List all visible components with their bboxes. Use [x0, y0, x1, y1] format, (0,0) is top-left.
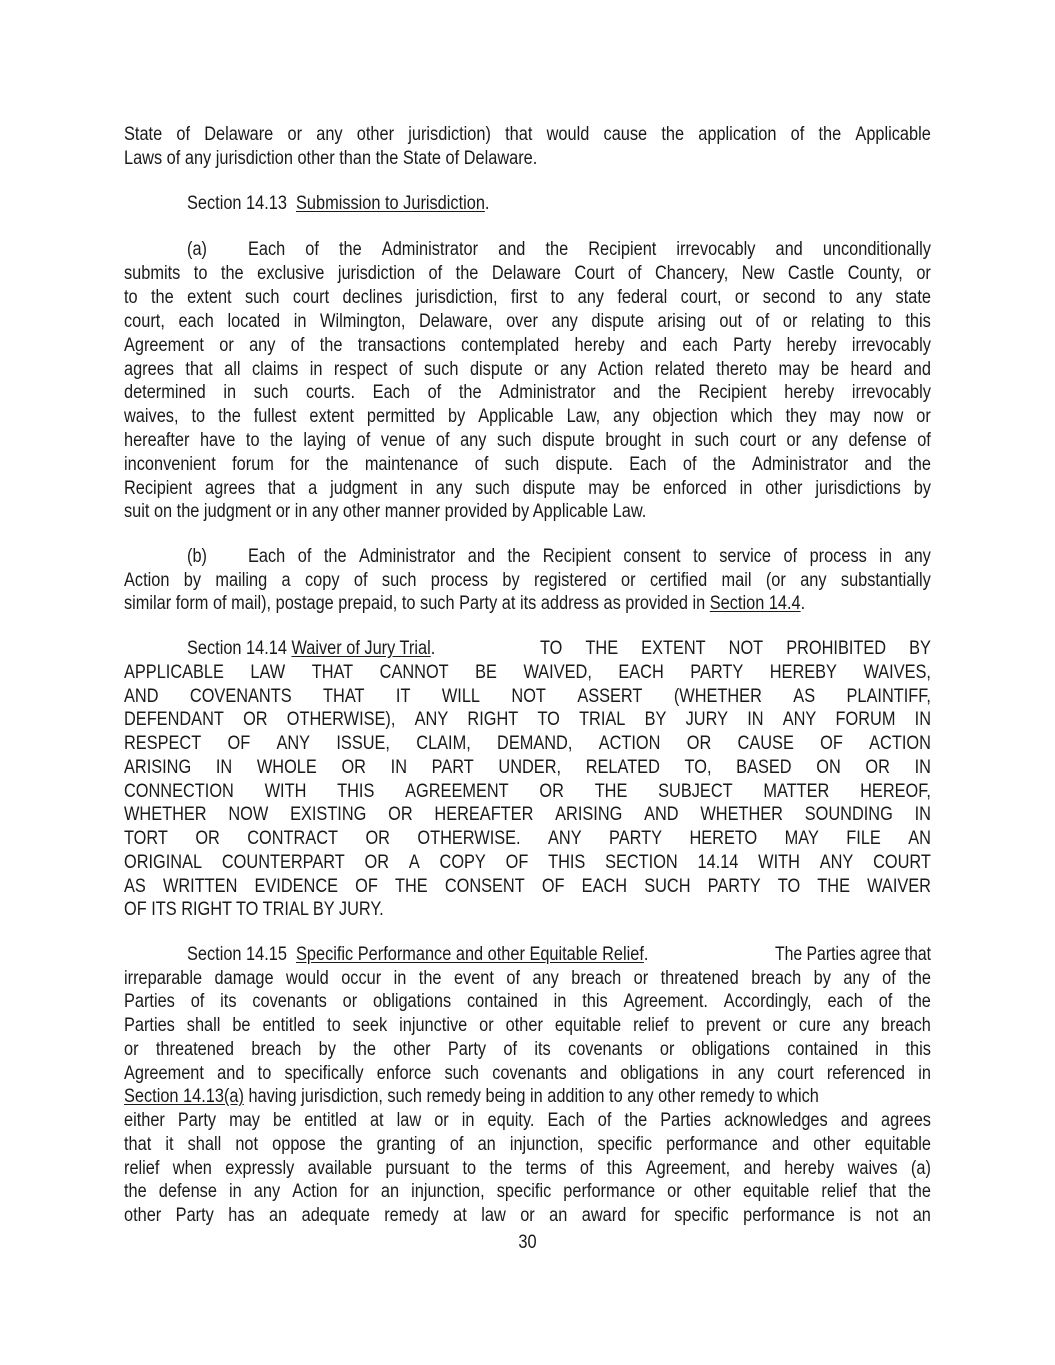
section-14-14-heading: Section 14.14 Waiver of Jury Trial.	[187, 638, 436, 659]
section-14-14-line: ORIGINAL COUNTERPART OR A COPY OF THIS SECTION 14.14 WITH ANY COURT	[124, 852, 931, 873]
section-14-15-line: the defense in any Action for an injunction, specific performance or other equitable relief that the	[124, 1181, 931, 1202]
section-title: Submission to Jurisdiction	[296, 193, 485, 214]
section-14-4-link[interactable]: Section 14.4	[709, 593, 801, 614]
section-14-15-heading: Section 14.15 Specific Performance and other Equitable Relief.	[187, 944, 649, 965]
para-b-line: similar form of mail), postage prepaid, to such Party at its address as provided in Section 14.4.	[124, 593, 806, 614]
section-number: Section 14.13	[187, 193, 287, 214]
section-14-14-line: APPLICABLE LAW THAT CANNOT BE WAIVED, EACH PARTY HEREBY WAIVES,	[124, 662, 931, 683]
para-b-line: Each of the Administrator and the Recipient consent to service of process in any	[248, 546, 931, 567]
section-14-14-line: OF ITS RIGHT TO TRIAL BY JURY.	[124, 899, 384, 920]
para-a-line: hereafter have to the laying of venue of any such dispute brought in such court or any defense of	[124, 430, 931, 451]
intro-line: Laws of any jurisdiction other than the State of Delaware.	[124, 148, 538, 169]
section-number: Section 14.15	[187, 944, 287, 965]
para-a-line: waives, to the fullest extent permitted by Applicable Law, any objection which they may now or	[124, 406, 931, 427]
section-14-15-line: Agreement and to specifically enforce such covenants and obligations in any court referenced in	[124, 1063, 931, 1084]
section-14-13-heading: Section 14.13 Submission to Jurisdiction.	[187, 193, 490, 214]
section-14-15-line: Section 14.13(a) having jurisdiction, such remedy being in addition to any other remedy to which	[124, 1086, 819, 1107]
para-a-line: inconvenient forum for the maintenance of such dispute. Each of the Administrator and the	[124, 454, 931, 475]
section-14-14-line: CONNECTION WITH THIS AGREEMENT OR THE SUBJECT MATTER HEREOF,	[124, 781, 931, 802]
para-a-line: agrees that all claims in respect of such dispute or any Action related thereto may be heard and	[124, 359, 931, 380]
para-a-line: Each of the Administrator and the Recipient irrevocably and unconditionally	[248, 239, 931, 260]
section-14-15-line: relief when expressly available pursuant to the terms of this Agreement, and hereby waives (a)	[124, 1158, 931, 1179]
para-a-line: suit on the judgment or in any other manner provided by Applicable Law.	[124, 501, 647, 522]
section-14-14-line: AS WRITTEN EVIDENCE OF THE CONSENT OF EACH SUCH PARTY TO THE WAIVER	[124, 876, 931, 897]
section-14-14-line: AND COVENANTS THAT IT WILL NOT ASSERT (WHETHER AS PLAINTIFF,	[124, 686, 931, 707]
para-b-label: (b)	[187, 546, 207, 567]
section-14-14-line: TORT OR CONTRACT OR OTHERWISE. ANY PARTY HERETO MAY FILE AN	[124, 828, 931, 849]
section-title: Specific Performance and other Equitable Relief	[296, 944, 644, 965]
section-14-15-line: other Party has an adequate remedy at law or an award for specific performance is not an	[124, 1205, 931, 1226]
para-a-line: Recipient agrees that a judgment in any such dispute may be enforced in other jurisdictions by	[124, 478, 931, 499]
section-14-15-line: either Party may be entitled at law or in equity. Each of the Parties acknowledges and agrees	[124, 1110, 931, 1131]
section-14-15-line: Parties of its covenants or obligations contained in this Agreement. Accordingly, each of the	[124, 991, 931, 1012]
para-a-line: to the extent such court declines jurisdiction, first to any federal court, or second to any state	[124, 287, 931, 308]
section-14-15-line: or threatened breach by the other Party of its covenants or obligations contained in this	[124, 1039, 931, 1060]
para-a-line: submits to the exclusive jurisdiction of the Delaware Court of Chancery, New Castle County, or	[124, 263, 931, 284]
section-14-14-line: ARISING IN WHOLE OR IN PART UNDER, RELATED TO, BASED ON OR IN	[124, 757, 931, 778]
para-a-line: court, each located in Wilmington, Delaware, over any dispute arising out of or relating to this	[124, 311, 931, 332]
para-a-label: (a)	[187, 239, 207, 260]
section-14-15-line: The Parties agree that	[775, 944, 931, 965]
para-a-line: Agreement or any of the transactions contemplated hereby and each Party hereby irrevocably	[124, 335, 931, 356]
section-14-14-line: RESPECT OF ANY ISSUE, CLAIM, DEMAND, ACTION OR CAUSE OF ACTION	[124, 733, 931, 754]
section-14-14-line: TO THE EXTENT NOT PROHIBITED BY	[540, 638, 931, 659]
section-14-15-line: Parties shall be entitled to seek injunctive or other equitable relief to prevent or cure any breach	[124, 1015, 931, 1036]
section-title: Waiver of Jury Trial	[291, 638, 431, 659]
intro-line: State of Delaware or any other jurisdiction) that would cause the application of the Applicable	[124, 124, 931, 145]
section-14-15-line: irreparable damage would occur in the event of any breach or threatened breach by any of the	[124, 968, 931, 989]
section-14-14-line: WHETHER NOW EXISTING OR HEREAFTER ARISING AND WHETHER SOUNDING IN	[124, 804, 931, 825]
page-number: 30	[518, 1232, 537, 1253]
section-14-14-line: DEFENDANT OR OTHERWISE), ANY RIGHT TO TRIAL BY JURY IN ANY FORUM IN	[124, 709, 931, 730]
section-number: Section 14.14	[187, 638, 287, 659]
section-14-15-line: that it shall not oppose the granting of an injunction, specific performance and other equitable	[124, 1134, 931, 1155]
para-a-line: determined in such courts. Each of the Administrator and the Recipient hereby irrevocably	[124, 382, 931, 403]
section-14-13a-link[interactable]: Section 14.13(a)	[124, 1086, 244, 1107]
para-b-line: Action by mailing a copy of such process by registered or certified mail (or any substantially	[124, 570, 931, 591]
